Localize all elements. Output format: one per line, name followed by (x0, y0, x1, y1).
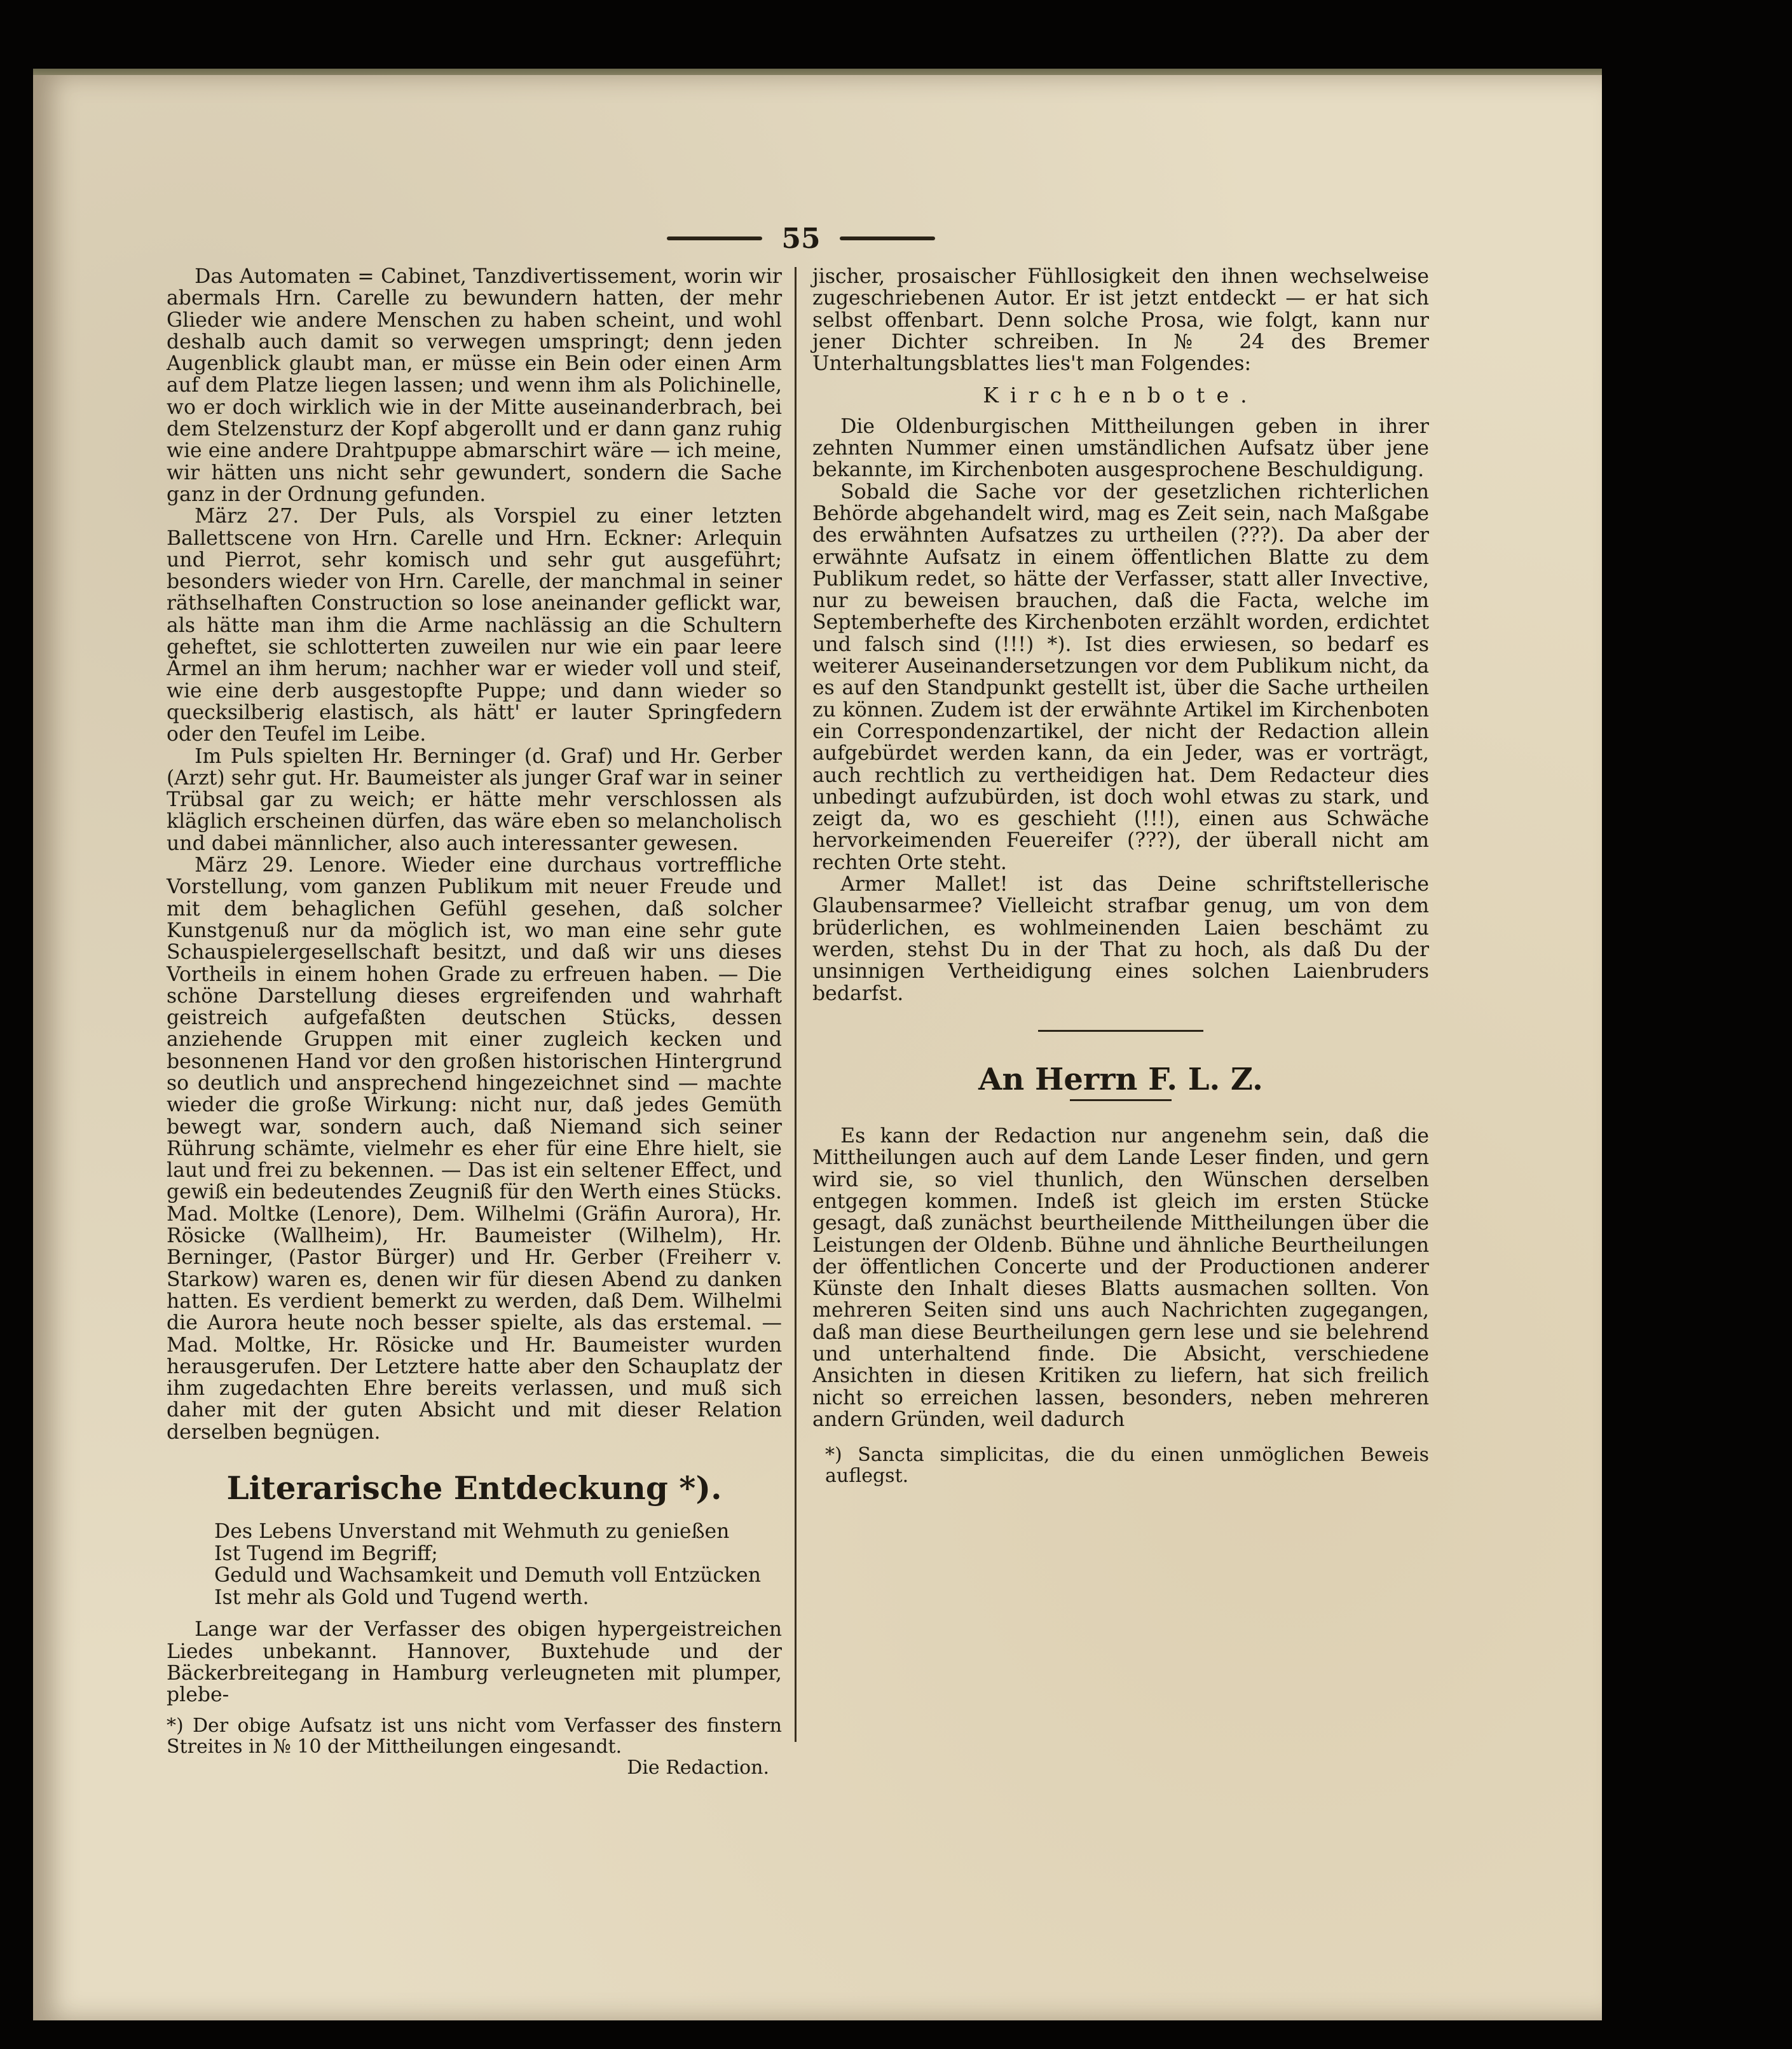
paragraph: März 27. Der Puls, als Vorspiel zu einer letzten Ballettscene von Hrn. Carelle und Hrn. Eckner: Arlequin und Pierrot, sehr komisch und sehr gut ausgeführt; besonders wieder von Hrn. Carelle, der manchmal in seiner räthselhaften Construction so lose aneinander geflickt war, als hätte man ihm die Arme nachlässig an die Schultern geheftet, sie schlotterten zuweilen nur wie ein paar leere Ärmel an ihm herum; nachher war er wieder voll und steif, wie eine derb ausgestopfte Puppe; und dann wieder so quecksilberig elastisch, als hätt' er lauter Springfedern oder den Teufel im Leibe. (167, 505, 782, 746)
paragraph: Lange war der Verfasser des obigen hypergeistreichen Liedes unbekannt. Hannover, Buxtehude und der Bäckerbreitegang in Hamburg verleugneten mit plumper, plebe- (167, 1618, 782, 1707)
left-column (167, 266, 782, 1779)
section-title-an-herrn: An Herrn F. L. Z. (978, 1061, 1263, 1097)
section-title-literarische-entdeckung: Literarische Entdeckung *). (226, 1469, 722, 1507)
column-divider (795, 267, 797, 1742)
paragraph: Die Oldenburgischen Mittheilungen geben in ihrer zehnten Nummer einen umständlichen Aufsatz über jene bekannte, im Kirchenboten ausgesprochene Beschuldigung. (812, 415, 1429, 482)
page-header (642, 219, 960, 257)
footnote: *) Der obige Aufsatz ist uns nicht vom Verfasser des finstern Streites in № 10 der Mittheilungen eingesandt. (167, 1714, 782, 1758)
poem-line: Ist Tugend im Begriff; (214, 1542, 438, 1565)
poem-line: Geduld und Wachsamkeit und Demuth voll Entzücken (214, 1564, 762, 1587)
title-underline-rule (1070, 1099, 1172, 1101)
poem (214, 1521, 782, 1608)
paragraph: März 29. Lenore. Wieder eine durchaus vortreffliche Vorstellung, vom ganzen Publikum mit neuer Freude und mit dem behaglichen Gefühl gesehen, daß solcher Kunstgenuß nur da möglich ist, wo man eine sehr gute Schauspielergesellschaft besitzt, und daß wir uns dieses Vortheils in einem hohen Grade zu erfreuen haben. — Die schöne Darstellung dieses ergreifenden und wahrhaft geistreich aufgefaßten deutschen Stücks, dessen anziehende Gruppen mit einer zugleich kecken und besonnenen Hand vor den großen historischen Hintergrund so deutlich und ansprechend hingezeichnet sind — machte wieder die große Wirkung: nicht nur, daß jedes Gemüth bewegt war, sondern auch, daß Niemand sich seiner Rührung schämte, vielmehr es eher für eine Ehre hielt, sie laut und frei zu bekennen. — Das ist ein seltener Effect, und gewiß ein bedeutendes Zeugniß für den Werth eines Stücks. Mad. Moltke (Lenore), Dem. Wilhelmi (Gräfin Aurora), Hr. Rösicke (Wallheim), Hr. Baumeister (Wilhelm), Hr. Berninger, (Pastor Bürger) und Hr. Gerber (Freiherr v. Starkow) waren es, denen wir für diesen Abend zu danken hatten. Es verdient bemerkt zu werden, daß Dem. Wilhelmi die Aurora heute noch besser spielte, als das erstemal. — Mad. Moltke, Hr. Rösicke und Hr. Baumeister wurden herausgerufen. Der Letztere hatte aber den Schauplatz der ihm zugedachten Ehre bereits verlassen, und muß sich daher mit der guten Absicht und mit dieser Relation derselben begnügen. (167, 854, 782, 1444)
paragraph: Sobald die Sache vor der gesetzlichen richterlichen Behörde abgehandelt wird, mag es Zeit sein, nach Maßgabe des erwähnten Aufsatzes zu urtheilen (???). Da aber der erwähnte Aufsatz in einem öffentlichen Blatte zu dem Publikum redet, so hätte der Verfasser, statt aller Invective, nur zu beweisen brauchen, daß die Facta, welche im Septemberhefte des Kirchenboten erzählt worden, erdichtet und falsch sind (!!!) *). Ist dies erwiesen, so bedarf es weiterer Auseinandersetzungen vor dem Publikum nicht, da es auf den Standpunkt gestellt ist, über die Sache urtheilen zu können. Zudem ist der erwähnte Artikel im Kirchenboten ein Correspondenzartikel, der nicht der Redaction allein aufgebürdet werden kann, da ein Jeder, was er vorträgt, auch rechtlich zu vertheidigen hat. Dem Redacteur dies unbedingt aufzubürden, ist doch wohl etwas zu stark, und zeigt da, wo es geschieht (!!!), einen aus Schwäche hervorkeimenden Feuereifer (???), der überall nicht am rechten Orte steht. (812, 480, 1429, 874)
poem-line: Ist mehr als Gold und Tugend werth. (214, 1586, 589, 1609)
right-column (812, 266, 1429, 1486)
footnote: *) Sancta simplicitas, die du einen unmöglichen Beweis auflegst. (825, 1444, 1429, 1488)
heading-kirchenbote: Kirchenbote. (983, 383, 1259, 408)
page-number: 55 (781, 222, 821, 255)
section-divider-rule (1038, 1030, 1203, 1032)
paragraph: Im Puls spielten Hr. Berninger (d. Graf) und Hr. Gerber (Arzt) sehr gut. Hr. Baumeister als junger Graf war in seiner Trübsal gar zu weich; er hätte mehr verschlossen als kläglich erscheinen dürfen, das wäre eben so melancholisch und dabei männlicher, also auch interessanter gewesen. (167, 744, 782, 855)
paragraph: Das Automaten = Cabinet, Tanzdivertissement, worin wir abermals Hrn. Carelle zu bewundern hatten, der mehr Glieder wie andere Menschen zu haben scheint, und wohl deshalb auch damit so verwegen umspringt; denn jeden Augenblick glaubt man, er müsse ein Bein oder einen Arm auf dem Platze liegen lassen; und wenn ihm als Polichinelle, wo er doch wirklich wie in der Mitte auseinanderbrach, bei dem Stelzensturz der Kopf abgerollt und er dann ganz ruhig wie eine andere Drahtpuppe abmarschirt wäre — ich meine, wir hätten uns nicht sehr gewundert, sondern die Sache ganz in der Ordnung gefunden. (167, 265, 782, 506)
paragraph: Armer Mallet! ist das Deine schriftstellerische Glaubensarmee? Vielleicht strafbar genug, um von dem brüderlichen, es wohlmeinenden Laien beschämt zu werden, stehst Du in der That zu hoch, als daß Du der unsinnigen Vertheidigung eines solchen Laienbruders bedarfst. (812, 873, 1429, 1005)
poem-line: Des Lebens Unverstand mit Wehmuth zu genießen (214, 1520, 730, 1544)
paragraph: jischer, prosaischer Fühllosigkeit den ihnen wechselweise zugeschriebenen Autor. Er ist jetzt entdeckt — er hat sich selbst offenbart. Denn solche Prosa, wie folgt, kann nur jener Dichter schreiben. In № 24 des Bremer Unterhaltungsblattes lies't man Folgendes: (812, 265, 1429, 376)
header-ornament-left (667, 236, 762, 240)
footnote-signature: Die Redaction. (627, 1756, 769, 1779)
header-ornament-right (840, 236, 935, 240)
paragraph: Es kann der Redaction nur angenehm sein, daß die Mittheilungen auch auf dem Lande Leser finden, und gern wird sie, so viel thunlich, den Wünschen derselben entgegen kommen. Indeß ist gleich im ersten Stücke gesagt, daß zunächst beurtheilende Mittheilungen über die Leistungen der Oldenb. Bühne und ähnliche Beurtheilungen der öffentlichen Concerte und der Productionen anderer Künste den Inhalt dieses Blatts ausmachen sollten. Von mehreren Seiten sind uns auch Nachrichten zugegangen, daß man diese Beurtheilungen gern lese und sie belehrend und unterhaltend finde. Die Absicht, verschiedene Ansichten in diesen Kritiken zu liefern, hat sich freilich nicht so erreichen lassen, besonders, neben mehreren andern Gründen, weil dadurch (812, 1125, 1429, 1431)
